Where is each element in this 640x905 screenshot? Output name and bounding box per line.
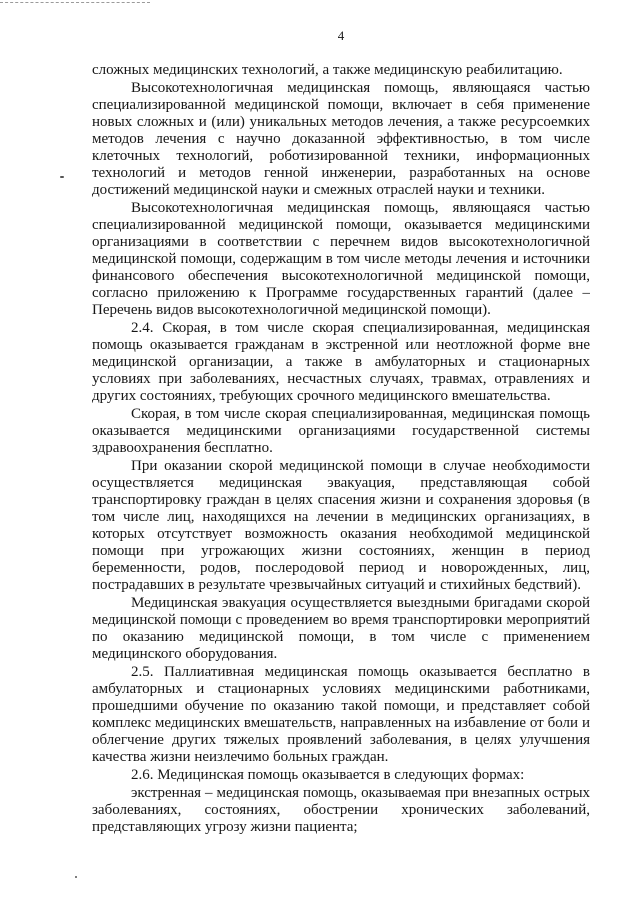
text-line: методов лечения с научно доказанной эффективностью, в том числе <box>92 131 590 147</box>
text-line: Скорая, в том числе скорая специализированная, медицинская помощь <box>131 406 590 422</box>
text-line: том числе лиц, находящихся на лечении в медицинских организациях, в <box>92 509 590 525</box>
text-line: оказывается медицинскими организациями государственной системы <box>92 423 590 439</box>
paragraph <box>92 785 590 836</box>
text-line: условиях при заболеваниях, несчастных случаях, травмах, отравлениях и <box>92 371 590 387</box>
text-line: сложных медицинских технологий, а также медицинскую реабилитацию. <box>92 62 563 78</box>
text-line: помощи при угрожающих жизни состояниях, женщин в период <box>92 543 590 559</box>
text-line: 2.5. Паллиативная медицинская помощь оказывается бесплатно в <box>131 664 590 680</box>
text-line: 2.6. Медицинская помощь оказывается в следующих формах: <box>131 767 525 783</box>
text-line: 2.4. Скорая, в том числе скорая специализированная, медицинская <box>131 320 590 336</box>
paragraph <box>92 458 590 594</box>
text-line: Медицинская эвакуация осуществляется выездными бригадами скорой <box>131 595 590 611</box>
text-line: по оказанию медицинской помощи, в том числе с применением <box>92 629 590 645</box>
text-line: заболеваниях, состояниях, обострении хронических заболеваний, <box>92 802 590 818</box>
scan-speck <box>60 176 64 178</box>
paragraph <box>92 200 590 319</box>
text-line: помощь оказывается гражданам в экстренной или неотложной форме вне <box>92 337 590 353</box>
scan-speck <box>75 876 77 878</box>
text-line: Перечень видов высокотехнологичной медицинской помощи). <box>92 302 491 318</box>
text-line: других состояниях, требующих срочного медицинского вмешательства. <box>92 388 551 404</box>
paragraph <box>92 320 590 405</box>
text-line: здравоохранения бесплатно. <box>92 440 273 456</box>
text-line: согласно приложению к Программе государственных гарантий (далее – <box>92 285 590 301</box>
page-number: 4 <box>337 28 345 43</box>
paragraph <box>92 62 590 79</box>
text-line: облегчение других тяжелых проявлений заболевания, в целях улучшения <box>92 732 590 748</box>
text-line: технологий и методов генной инженерии, разработанных на основе <box>92 165 590 181</box>
text-line: специализированной медицинской помощи, включает в себя применение <box>92 97 590 113</box>
paragraph <box>92 664 590 766</box>
text-line: прошедшими обучение по оказанию такой помощи, и представляет собой <box>92 698 590 714</box>
text-line: беременности, родов, послеродовой период и новорожденных, лиц, <box>92 560 590 576</box>
text-line: представляющих угрозу жизни пациента; <box>92 819 358 835</box>
text-line: экстренная – медицинская помощь, оказываемая при внезапных острых <box>131 785 590 801</box>
text-line: осуществляется медицинская эвакуация, представляющая собой <box>92 475 590 491</box>
text-line: специализированной медицинской помощи, оказывается медицинскими <box>92 217 590 233</box>
text-line: которых отсутствует возможность оказания необходимой медицинской <box>92 526 590 542</box>
text-line: качества жизни неизлечимо больных граждан. <box>92 749 389 765</box>
text-line: транспортировку граждан в целях спасения жизни и сохранения здоровья (в <box>92 492 590 508</box>
scan-edge-mark <box>0 2 150 3</box>
text-line: новых сложных и (или) уникальных методов лечения, а также ресурсоемких <box>92 114 590 130</box>
text-line: медицинской помощи, содержащим в том числе методы лечения и источники <box>92 251 590 267</box>
text-line: При оказании скорой медицинской помощи в случае необходимости <box>131 458 590 474</box>
paragraph <box>92 595 590 663</box>
text-line: организациями в соответствии с перечнем видов высокотехнологичной <box>92 234 590 250</box>
text-line: медицинского оборудования. <box>92 646 278 662</box>
text-line: медицинской помощи с проведением во время транспортировки мероприятий <box>92 612 590 628</box>
text-line: достижений медицинской науки и смежных отраслей науки и техники. <box>92 182 546 198</box>
paragraph <box>92 80 590 199</box>
paragraph <box>92 767 590 784</box>
text-line: клеточных технологий, роботизированной техники, информационных <box>92 148 590 164</box>
text-line: амбулаторных и стационарных условиях медицинскими работниками, <box>92 681 590 697</box>
text-line: Высокотехнологичная медицинская помощь, являющаяся частью <box>131 80 590 96</box>
text-line: финансового обеспечения высокотехнологичной медицинской помощи, <box>92 268 590 284</box>
text-line: Высокотехнологичная медицинская помощь, являющаяся частью <box>131 200 590 216</box>
document-body <box>92 62 590 836</box>
text-line: медицинской организации, а также в амбулаторных и стационарных <box>92 354 590 370</box>
text-line: комплекс медицинских вмешательств, направленных на избавление от боли и <box>92 715 590 731</box>
text-line: пострадавших в результате чрезвычайных ситуаций и стихийных бедствий). <box>92 577 581 593</box>
paragraph <box>92 406 590 457</box>
